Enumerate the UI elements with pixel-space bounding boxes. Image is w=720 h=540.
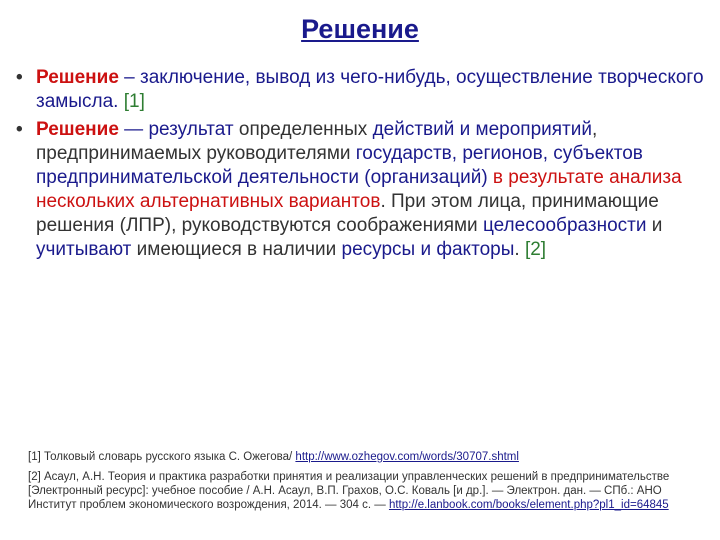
reference-text: Асаул, А.Н. Теория и практика разработки принятия и реализации управленческих решений в предпринимательстве [Электронный ресурс]: учебное пособие / А.Н. Асаул, В.П. Грахов, О.С. Коваль [и др.]. — Электрон. дан. — СПб.: АНО Институт проблем экономического возрождения, 2014. — 304 с. — — [28, 471, 670, 511]
word-states: государств, регионов, субъектов предпринимательской деятельности (организаций) — [36, 143, 643, 188]
word-actions: действий и мероприятий — [372, 119, 592, 140]
word-analysis: в результате анализа нескольких альтернативных вариантов — [36, 167, 682, 212]
reference-marker: [1] — [123, 91, 145, 112]
definition-item-2 — [16, 118, 706, 262]
text-undertaken: предпринимаемых руководителями — [36, 143, 351, 164]
reference-number: [2] — [28, 471, 41, 483]
term: Решение — [36, 67, 119, 88]
definition-list — [16, 66, 706, 266]
reference-link[interactable]: http://e.lanbook.com/books/element.php?pl1_id=64845 — [388, 499, 669, 511]
reference-text: Толковый словарь русского языка С. Ожегова/ — [40, 451, 296, 463]
text-end: . — [514, 239, 525, 260]
word-result: результат — [148, 119, 234, 140]
definition-item-1 — [16, 66, 706, 114]
word-consider: учитывают — [36, 239, 132, 260]
bullet-icon: • — [16, 67, 23, 88]
text-lpr: При этом лица, принимающие решения (ЛПР), руководствуются соображениями — [36, 191, 659, 236]
page-title: Решение — [301, 14, 419, 44]
bullet-icon: • — [16, 119, 23, 140]
word-resources: ресурсы и факторы — [341, 239, 515, 260]
text-and: и — [646, 215, 663, 236]
text-period: . — [380, 191, 386, 212]
text-defined: определенных — [233, 119, 373, 140]
dash: — — [118, 119, 149, 140]
reference-number: [1] — [28, 451, 41, 463]
reference-item-1 — [28, 450, 698, 464]
reference-link[interactable]: http://www.ozhegov.com/words/30707.shtml — [295, 451, 519, 463]
reference-marker: [2] — [524, 239, 547, 260]
word-expediency: целесообразности — [482, 215, 647, 236]
term: Решение — [36, 119, 119, 140]
reference-item-2 — [28, 470, 698, 512]
text-available: имеющиеся в наличии — [131, 239, 342, 260]
text-comma: , — [591, 119, 598, 140]
references — [28, 450, 698, 518]
definition-text: – заключение, вывод из чего-нибудь, осуществление творческого замысла. — [36, 67, 704, 112]
